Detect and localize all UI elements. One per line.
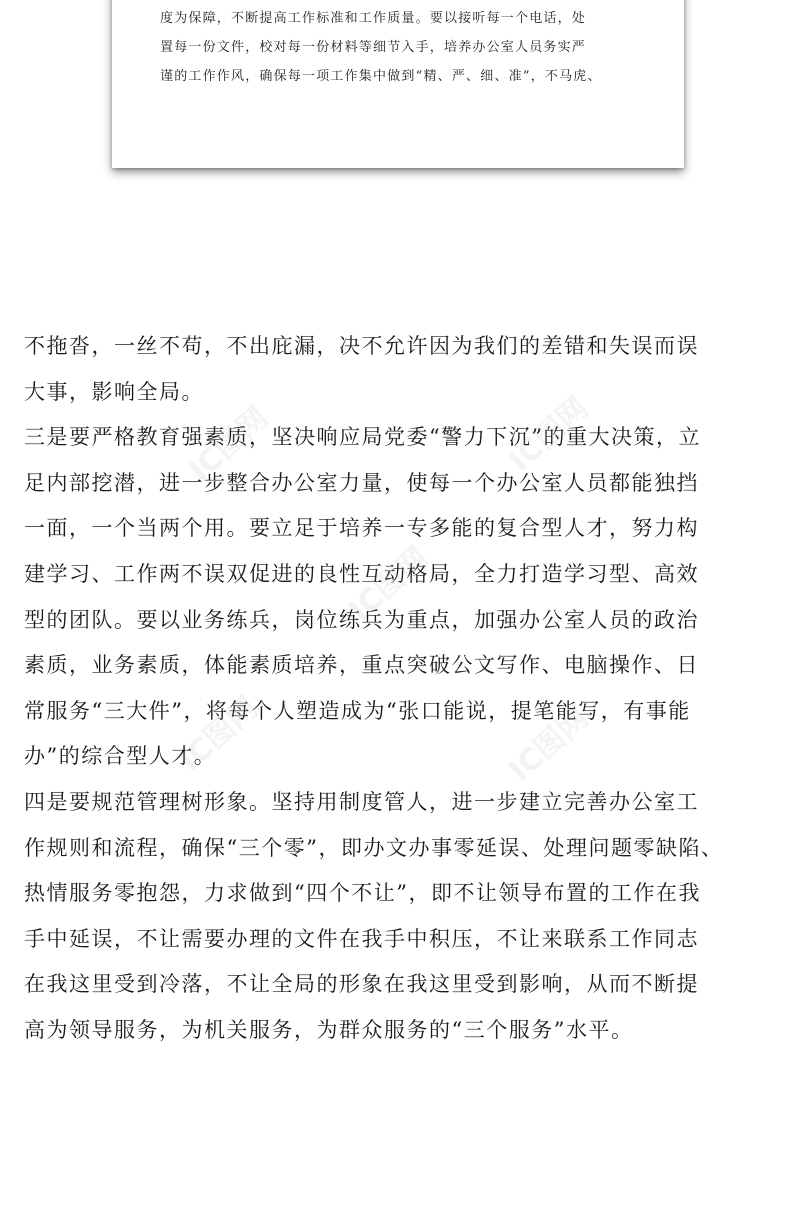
watermark: IC图网 bbox=[172, 690, 266, 779]
body-line: 高为领导服务，为机关服务，为群众服务的“三个服务”水平。 bbox=[24, 1017, 634, 1042]
body-line: 建学习、工作两不误双促进的良性互动格局，全力打造学习型、高效 bbox=[24, 561, 699, 586]
body-line: 三是要严格教育强素质，坚决响应局党委“警力下沉”的重大决策，立 bbox=[24, 425, 701, 450]
preview-line: 度为保障，不断提高工作标准和工作质量。要以接听每一个电话，处 bbox=[160, 11, 587, 26]
document-page-preview bbox=[112, 0, 684, 168]
preview-line: 谨的工作作风，确保每一项工作集中做到“精、严、细、准”，不马虎、 bbox=[160, 69, 602, 84]
body-line: 常服务“三大件”，将每个人塑造成为“张口能说，提笔能写，有事能 bbox=[24, 698, 691, 723]
body-line: 大事，影响全局。 bbox=[24, 379, 204, 404]
body-line: 办”的综合型人才。 bbox=[24, 744, 217, 769]
body-line: 作规则和流程，确保“三个零”，即办文办事零延误、处理问题零缺陷、 bbox=[24, 835, 724, 860]
watermark: IC图网 bbox=[342, 540, 436, 629]
preview-line: 置每一份文件，校对每一份材料等细节入手，培养办公室人员务实严 bbox=[160, 40, 587, 55]
preview-text-block bbox=[160, 4, 660, 91]
body-line: 热情服务零抱怨，力求做到“四个不让”，即不让领导布置的工作在我 bbox=[24, 881, 701, 906]
body-line: 在我这里受到冷落，不让全局的形象在我这里受到影响，从而不断提 bbox=[24, 972, 699, 997]
body-line: 不拖沓，一丝不苟，不出庇漏，决不允许因为我们的差错和失误而误 bbox=[24, 334, 699, 358]
body-line: 手中延误，不让需要办理的文件在我手中积压，不让来联系工作同志 bbox=[24, 926, 699, 951]
watermark: IC图网 bbox=[502, 390, 596, 479]
body-line: 素质，业务素质，体能素质培养，重点突破公文写作、电脑操作、日 bbox=[24, 653, 699, 678]
body-line: 足内部挖潜，进一步整合办公室力量，使每一个办公室人员都能独挡 bbox=[24, 470, 699, 495]
body-line: 一面，一个当两个用。要立足于培养一专多能的复合型人才，努力构 bbox=[24, 516, 699, 541]
body-text-block bbox=[24, 324, 800, 1054]
watermark: IC图网 bbox=[182, 400, 276, 489]
watermark: IC图网 bbox=[502, 700, 596, 789]
body-line: 型的团队。要以业务练兵，岗位练兵为重点，加强办公室人员的政治 bbox=[24, 607, 699, 632]
body-line: 四是要规范管理树形象。坚持用制度管人，进一步建立完善办公室工 bbox=[24, 789, 699, 814]
